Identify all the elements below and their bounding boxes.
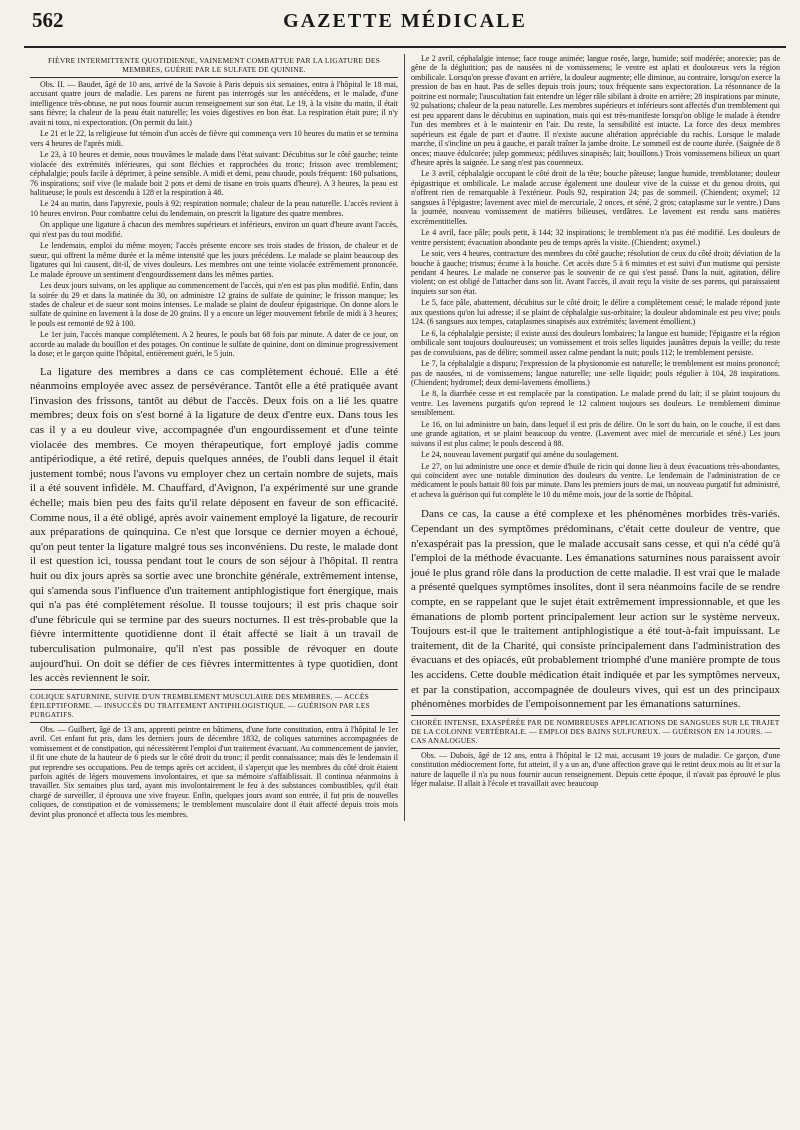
- paragraph: Le 4 avril, face pâle; pouls petit, à 144; 32 inspirations; le tremblement n'a pas été modifié. Les douleurs de ventre persistent; évacuation abondante peu de temps après la visite. (Chiendent; oxymel.): [411, 228, 780, 247]
- paragraph: Le 21 et le 22, la religieuse fut témoin d'un accès de fièvre qui commença vers 10 heures du matin et se termina vers 4 heures de l'après midi.: [30, 129, 398, 148]
- paragraph: Obs. — Guilbert, âgé de 13 ans, apprenti peintre en bâtimens, d'une forte constitution, entra à l'hôpital le 1er avril. Cet enfant fut pris, dans les derniers jours de décembre 1832, de coliques saturnines accompagnées de vomissement et de constipation, qui nécessitèrent l'emploi d'un traitement évacuant. Au commencement de janvier, il fit une chute de la hauteur de 6 pieds sur le côté droit du tronc; il perdit connaissance; mais dès le lendemain il put reprendre ses occupations. Peu de temps après cet accident, il s'aperçut que les membres du côté droit étaient parfois agités de légers mouvemens involontaires, et que sa mémoire s'affaiblissait. Il continua néanmoins à travailler. Six semaines plus tard, ayant mis involontairement le feu à des substances combustibles, qu'il était chargé de surveiller, il éprouva une vive frayeur. Enfin, quelques jours avant son entrée, il fut pris de nouvelles coliques, de constipation et de vomissemens; le tremblement musculaire dont il était affecté depuis trois mois devint plus prononcé et affecta tous les membres.: [30, 724, 398, 819]
- paragraph: Obs. — Dubois, âgé de 12 ans, entra à l'hôpital le 12 mai, accusant 19 jours de maladie. Ce garçon, d'une constitution médiocrement forte, fut atteint, il y a un an, d'une affection grave qui le retint deux mois au lit et sur la nature de laquelle il n'a pu nous fournir aucun renseignement. Depuis cette époque, il n'avait pas éprouvé le plus léger malaise. Il allait à l'école et travaillait avec beaucoup: [411, 750, 780, 789]
- observation-text: [30, 725, 398, 820]
- paragraph: Obs. II. — Baudet, âgé de 10 ans, arrivé de la Savoie à Paris depuis six semaines, entra à l'hôpital le 18 mai, accusant quatre jours de maladie. Les parens ne furent pas interrogés sur les antécédens, et le malade, d'une intelligence très-obtuse, ne put nous fournir aucun renseignement sur son état. Le 19, à la visite du matin, il était sans fièvre; la chaleur de la peau était naturelle; les voies digestives en bon état. La respiration était pure; il n'y avait ni toux, ni expectoration. (On permit du lait.): [30, 80, 398, 127]
- divider: [30, 722, 398, 723]
- section-title: CHORÉE INTENSE, EXASPÉRÉE PAR DE NOMBREUSES APPLICATIONS DE SANGSUES SUR LE TRAJET DE LA COLONNE VERTÉBRALE. — EMPLOI DES BAINS SULFUREUX. — GUÉRISON EN 14 JOURS. — CAS ANALOGUES.: [411, 717, 780, 745]
- paragraph: Le lendemain, emploi du même moyen; l'accès présente encore ses trois stades de frisson, de chaleur et de sueur, qui offrent la même durée et la même intensité que les jours précédens. Le malade se plaint beaucoup des ligatures qui lui causent, dit-il, de vives douleurs. Les membres ont une teinte violacée extrêmement prononcée. Le malade éprouve un sentiment d'engourdissement dans les mêmes parties.: [30, 241, 398, 279]
- divider: [30, 77, 398, 78]
- paragraph: Le soir, vers 4 heures, contracture des membres du côté gauche; résolution de ceux du côté droit; déviation de la bouche à gauche; trismus; écume à la bouche. Cet accès dure 5 à 6 minutes et est suivi d'un mutisme qui persiste pendant 4 heures. Le malade ne conserve pas le souvenir de ce qui s'est passé. Dans la nuit, agitation, délire violent; on est obligé de l'attacher dans son lit. Avant l'accès, il avait reçu la visite de ses parens, qui paraissaient inquiets sur son état.: [411, 249, 780, 296]
- paragraph: Le 3 avril, céphalalgie occupant le côté droit de la tête; bouche pâteuse; langue humide, tremblotante; douleur épigastrique et ombilicale. Le malade accuse également une douleur vive de la cuisse et du genou droits, qui n'offrent rien de remarquable à l'extérieur. Pouls 92, respiration 24; pas de sommeil. (Chiendent; oxymel; 12 sangsues à l'épigastre; lavement avec miel de mercuriale, 2 onces, et séné, 2 gros; cataplasme sur le ventre.) Dans la journée, nouveau vomissement de matières bilieuses, verdâtres. Le lavement est rendu sans matières excrémentitielles.: [411, 169, 780, 226]
- paragraph: Le 2 avril, céphalalgie intense; face rouge animée; langue rosée, large, humide; soif modérée; anorexie; pas de gêne de la déglutition; pas de nausées ni de vomissemens; le ventre est aplati et douloureux vers la région ombilicale. Lorsqu'on presse d'avant en arrière, la douleur augmente; elle diminue, au contraire, lorsqu'on exerce la pression de bas en haut. Pas de selles depuis trois jours; toux fréquente sans expectoration. La résonnance de la poitrine est normale; l'auscultation fait entendre un léger râle sibilant à droite en arrière; 28 inspirations par minute, 92 pulsations; chaleur de la peau naturelle. Les membres supérieurs et inférieurs sont affectés d'un tremblement qui est peu apparent dans le décubitus en supination, mais qui est très-manifeste lorsqu'on oblige le malade à étendre l'un des membres et à le maintenir en l'air. Du reste, la sensibilité est intacte. La force des deux membres supérieurs est égale de part et d'autre. Il n'existe aucune altération appréciable du rachis. Lorsque le malade marche, il s'incline un peu à gauche, et paraît traîner la jambe droite. Le sommeil est de courte durée. (Saignée de 8 onces; mauve édulcorée; julep gommeux; pédiluves sinapisés; lait; bouillons.) Trois vomissemens bilieux un quart d'heure après la saignée. Le sang n'est pas couenneux.: [411, 54, 780, 167]
- observation-text: [411, 751, 780, 789]
- commentary: Dans ce cas, la cause a été complexe et les phénomènes morbides très-variés. Cependant un des symptômes prédominans, c'était cette douleur de ventre, que n'exaspérait pas la pression, que le malade accusait sans cesse, et qui n'a cédé qu'à l'emploi de la méthode évacuante. Les émanations saturnines nous paraissent avoir joué le plus grand rôle dans la production de cette maladie. Il est vrai que le malade a présenté quelques symptômes insolites, dont il sera néanmoins facile de se rendre compte, en se rappelant que le sujet était extrêmement impressionnable, et que les émanations de plomb portent principalement leur action sur le système nerveux. Toujours est-il que le traitement antiphlogistique a été tout-à-fait impuissant. Le traitement, dit de la Charité, qui consiste principalement dans l'administration des évacuans et des opiacés, eût probablement triomphé d'une manière prompte de tous les accidens. Cette double médication était indiquée et par les symptômes nerveux, et par la constipation, accompagnée de douleurs vives, qui est un des principaux phénomènes morbides de l'empoisonnement par les émanations saturnines.: [411, 508, 780, 711]
- section-title: COLIQUE SATURNINE, SUIVIE D'UN TREMBLEMENT MUSCULAIRE DES MEMBRES. — ACCÈS ÉPILEPTIFORME. — INSUCCÈS DU TRAITEMENT ANTIPHLOGISTIQUE. — GUÉRISON PAR LES PURGATIFS.: [30, 691, 370, 719]
- journal-title: GAZETTE MÉDICALE: [283, 10, 527, 32]
- section-title: FIÈVRE INTERMITTENTE QUOTIDIENNE, VAINEMENT COMBATTUE PAR LA LIGATURE DES MEMBRES, GUÉRIE PAR LE SULFATE DE QUININE.: [47, 56, 381, 74]
- paragraph: Le 24, nouveau lavement purgatif qui amène du soulagement.: [421, 450, 619, 460]
- divider: [30, 689, 398, 690]
- paragraph: Le 8, la diarrhée cesse et est remplacée par la constipation. Le malade prend du lait; il se plaint toujours du ventre. Les lavemens purgatifs qu'on reprend le 12 calment toujours ses douleurs. Le tremblement diminue sensiblement.: [411, 389, 780, 418]
- page-number: 562: [32, 8, 64, 32]
- columns: [24, 54, 786, 821]
- paragraph: On applique une ligature à chacun des membres supérieurs et inférieurs, environ un quart d'heure avant l'accès, qui n'est pas du tout modifié.: [30, 220, 398, 239]
- divider: [411, 748, 780, 749]
- paragraph: Le 7, la céphalalgie a disparu; l'expression de la physionomie est naturelle; le tremblement est moins prononcé; pas de nausées, ni de vomissemens; langue naturelle; une selle liquide; pouls régulier à 104, 28 inspirations. (Chiendent; hydromel; deux demi-lavemens émolliens.): [411, 359, 780, 387]
- page-header: [24, 0, 786, 48]
- paragraph: Le 24 au matin, dans l'apyrexie, pouls à 92; respiration normale; chaleur de la peau naturelle. L'accès revient à 10 heures environ. Pour combattre celui du lendemain, on prescrit la ligature des quatre membres.: [30, 199, 398, 218]
- paragraph: Le 5, face pâle, abattement, décubitus sur le côté droit; le délire a complètement cessé; le malade répond juste aux questions qu'on lui adresse; il se plaint de céphalalgie sus-orbitaire; la douleur abdominale est peu vive; pouls 124. (6 sangsues aux tempes, cataplasmes sinapisés aux extrémités; lavement émollient.): [411, 298, 780, 327]
- observation-text: [30, 80, 398, 359]
- divider: [411, 715, 780, 716]
- commentary: La ligature des membres a dans ce cas complètement échoué. Elle a été néanmoins employée avec assez de persévérance. Tantôt elle a été pratiquée avant l'invasion des frissons, tantôt au début de l'accès. Deux fois on a lié les quatre membres; deux fois on s'est borné à la ligature de deux d'entre eux. Dans tous les cas il y a eu douleur vive, accompagnée d'un engourdissement et d'une teinte violacée des membres. Ce moyen thérapeutique, fort employé jadis comme antipériodique, a été retiré, depuis quelques années, de l'oubli dans lequel il était justement tombé; nous l'avons vu employer chez un certain nombre de sujets, mais il a été souvent infidèle. M. Chauffard, d'Avignon, l'a expérimenté sur une grande échelle; mais bien peu des faits qu'il relate déposent en faveur de son efficacité. Comme nous, il a été obligé, après avoir vainement employé la ligature, de recourir aux préparations de quinquina. Ce n'est que lorsque ce dernier moyen a échoué, qu'on peut tenter la ligature malgré tous ses inconvéniens. Du reste, le malade dont il est question ici, toussa pendant tout le cours de son séjour à l'hôpital. Il rentra huit ou dix jours après sa sortie avec une bronchite générale, extrêmement intense, qui s'amenda sous l'influence d'un traitement antiphlogistique fort énergique, mais qui n'a pas été complètement résolue. Il tousse toujours; il est pris chaque soir d'une fébricule qui se termine par des sueurs nocturnes. Il est très-probable que la fièvre intermittente quotidienne dont il était affecté se liait à un travail de tuberculisation pulmonaire, qu'il n'est pas possible de révoquer en doute aujourd'hui. On doit se défier de ces fièvres intermittentes à type quotidien, dont les accès reviennent le soir.: [30, 365, 398, 685]
- observation-text: [411, 54, 780, 499]
- paragraph: Les deux jours suivans, on les applique au commencement de l'accès, qui n'en est pas plus modifié. Enfin, dans la soirée du 29 et dans la matinée du 30, on administre 12 grains de sulfate de quinine; le frisson manque; les stades de chaleur et de sueur sont moins intenses. Le malade se plaint de douleur épigastrique. On donne alors le sulfate de quinine en lavement à la dose de 20 grains. Il y a encore un léger mouvement febrile de midi à 3 heures; le pouls est remonté de 92 à 100.: [30, 281, 398, 328]
- paragraph: Le 27, on lui administre une once et demie d'huile de ricin qui donne lieu à deux évacuations très-abondantes, qui coïncident avec une notable diminution des douleurs du ventre. Le lendemain de l'administration de ce médicament le pouls battait 80 fois par minute. Dans les premiers jours de mai, un nouveau purgatif fut administré, et acheva la guérison qui fut complète le 10 du même mois, jour de la sortie de l'hôpital.: [411, 461, 780, 499]
- paragraph: Le 6, la céphalalgie persiste; il existe aussi des douleurs lombaires; la langue est humide; l'épigastre et la région ombilicale sont toujours douloureuses; un vomissement et trois selles liquides jaunâtres depuis la veille; du reste pas de convulsions, pas de délire; sommeil assez calme pendant la nuit; pouls 112; le tremblement persiste.: [411, 328, 780, 357]
- paragraph: Le 23, à 10 heures et demie, nous trouvâmes le malade dans l'état suivant: Décubitus sur le côté gauche; teinte violacée des extrémités inférieures, qui sont fléchies et rapprochées du tronc; frisson avec tremblement; céphalalgie; pouls facile à déprimer, à peine sensible. A midi et demi, peau chaude, pouls fréquent: 160 pulsations, 76 inspirations; soif vive (le malade boit 2 pots et demi de tisane en trois quarts d'heure). A 3 heures, la peau est halitueuse; le pouls est descendu à 128 et la respiration à 48.: [30, 150, 398, 197]
- paragraph: Le 16, on lui administre un bain, dans lequel il est pris de délire. On le sort du bain, on le couche, il est dans une grande agitation, et se plaint beaucoup du ventre. (Lavement avec miel de mercuriale et séné.) Les jours suivans il est plus calme; le pouls descend à 88.: [411, 419, 780, 448]
- left-column: [24, 54, 404, 821]
- right-column: [404, 54, 786, 821]
- paragraph: Le 1er juin, l'accès manque complétement. A 2 heures, le pouls bat 68 fois par minute. A dater de ce jour, on accorde au malade du bouillon et des potages. On continue le sulfate de quinine, dont on diminue progressivement la dose; et le garçon quitte l'hôpital, entièrement guéri, le 5 juin.: [30, 330, 398, 359]
